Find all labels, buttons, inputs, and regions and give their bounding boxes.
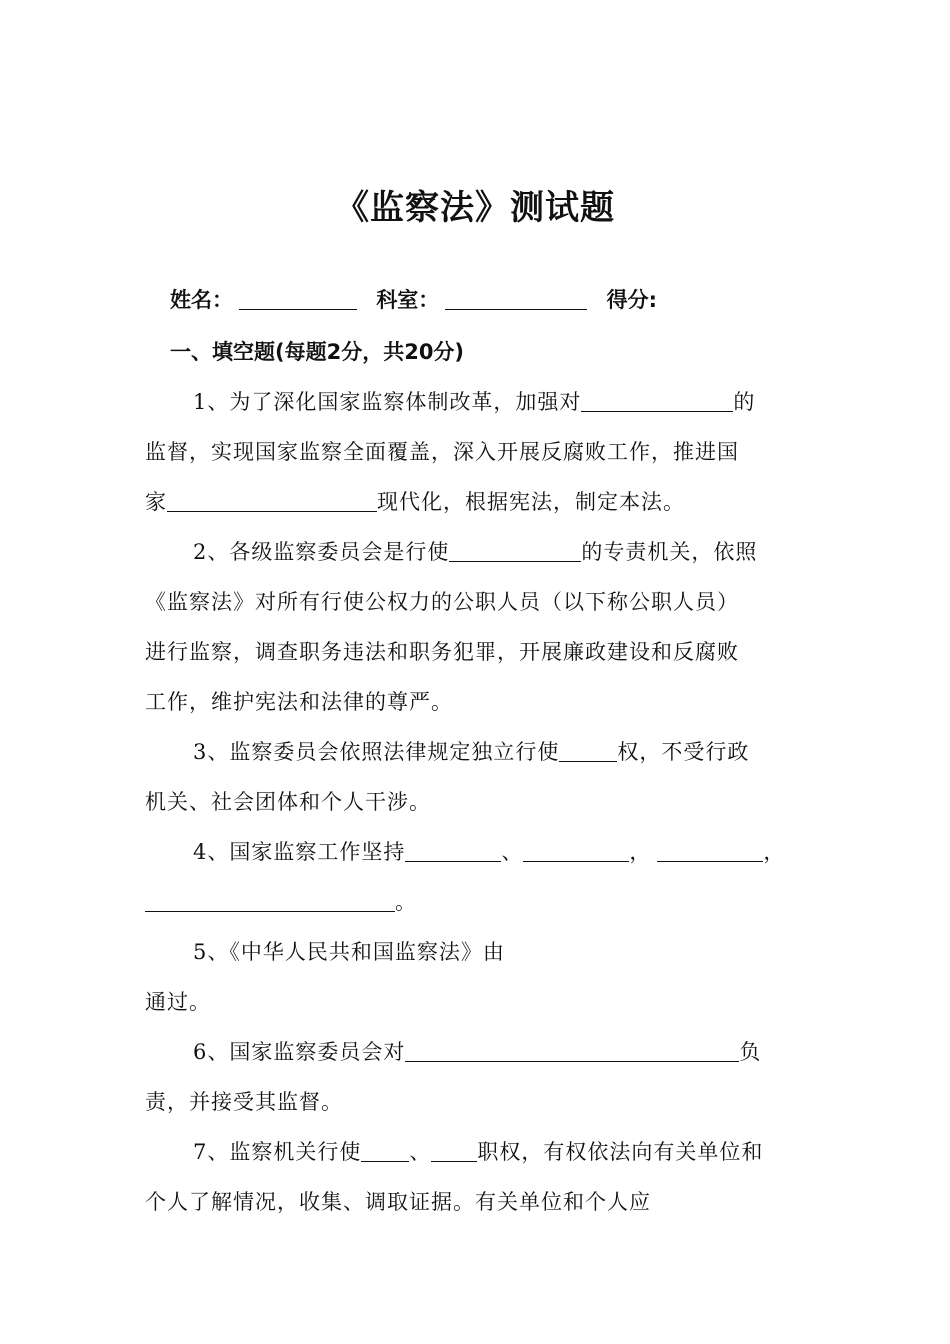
q2-line2: 《监察法》对所有行使公权力的公职人员（以下称公职人员） <box>145 590 739 614</box>
q1-text-a: 1、为了深化国家监察体制改革，加强对 <box>193 390 582 414</box>
q3-text-a: 3、监察委员会依照法律规定独立行使 <box>193 740 560 764</box>
q6-blank1[interactable] <box>405 1040 739 1062</box>
q4-sep3: ， <box>763 840 786 864</box>
score-label: 得分: <box>606 288 658 312</box>
q4-end: 。 <box>395 890 417 914</box>
q7-text-b: 职权，有权依法向有关单位和 <box>477 1140 764 1164</box>
q6-line2: 责，并接受其监督。 <box>145 1090 343 1114</box>
q2-blank1[interactable] <box>449 540 581 562</box>
q1-line2: 监督，实现国家监察全面覆盖，深入开展反腐败工作，推进国 <box>145 440 739 464</box>
name-blank[interactable] <box>239 288 357 310</box>
q4-line2 <box>145 886 417 916</box>
q6-text-a: 6、国家监察委员会对 <box>193 1040 406 1064</box>
q2-line4: 工作，维护宪法和法律的尊严。 <box>145 690 453 714</box>
q7-blank2[interactable] <box>431 1140 477 1162</box>
q4-blank2[interactable] <box>523 840 629 862</box>
q4-line1 <box>193 836 785 866</box>
name-label: 姓名： <box>170 288 233 312</box>
q1-blank1[interactable] <box>581 390 733 412</box>
q1-line1 <box>193 386 755 416</box>
q2-text-a: 2、各级监察委员会是行使 <box>193 540 450 564</box>
header-info-row <box>170 284 657 314</box>
q3-text-b: 权，不受行政 <box>617 740 750 764</box>
q1-line3 <box>145 486 685 516</box>
q4-blank1[interactable] <box>405 840 501 862</box>
q4-text-a: 4、国家监察工作坚持 <box>193 840 406 864</box>
q2-line1 <box>193 536 757 566</box>
q4-sep1: 、 <box>501 840 524 864</box>
q6-line1 <box>193 1036 761 1066</box>
q4-blank3[interactable] <box>657 840 763 862</box>
q5-line1: 5、《中华人民共和国监察法》由 <box>193 940 505 964</box>
q1-text-d: 家 <box>145 490 167 514</box>
document-title: 《监察法》测试题 <box>335 188 615 228</box>
q3-line2: 机关、社会团体和个人干涉。 <box>145 790 431 814</box>
q2-line3: 进行监察，调查职务违法和职务犯罪，开展廉政建设和反腐败 <box>145 640 739 664</box>
q2-text-b: 的专责机关，依照 <box>581 540 758 564</box>
q4-sep2: ， <box>629 840 652 864</box>
q7-line2: 个人了解情况，收集、调取证据。有关单位和个人应 <box>145 1190 651 1214</box>
dept-blank[interactable] <box>445 288 587 310</box>
q6-text-b: 负 <box>739 1040 762 1064</box>
q7-text-a: 7、监察机关行使 <box>193 1140 362 1164</box>
q7-blank1[interactable] <box>361 1140 409 1162</box>
q1-blank2[interactable] <box>167 490 377 512</box>
q3-line1 <box>193 736 749 766</box>
q3-blank1[interactable] <box>559 740 617 762</box>
dept-label: 科室： <box>376 288 440 312</box>
q1-text-e: 现代化，根据宪法，制定本法。 <box>377 490 685 514</box>
q7-sep1: 、 <box>409 1140 432 1164</box>
q7-line1 <box>193 1136 763 1166</box>
q4-blank4[interactable] <box>145 890 395 912</box>
q5-line2: 通过。 <box>145 990 211 1014</box>
section-heading: 一、填空题(每题2分，共20分) <box>170 340 465 364</box>
q1-text-b: 的 <box>733 390 756 414</box>
